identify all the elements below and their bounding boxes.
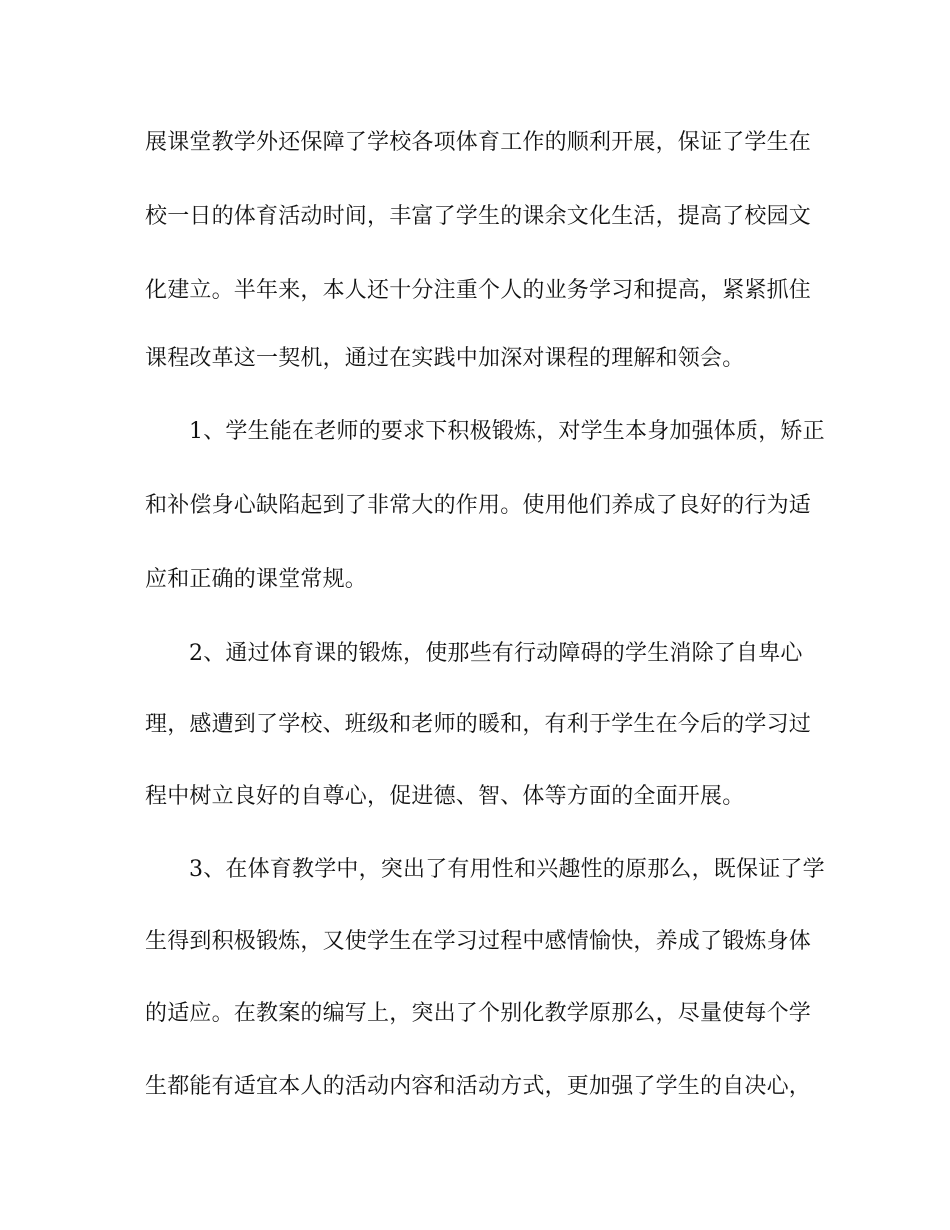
paragraph-first-line: 3、在体育教学中，突出了有用性和兴趣性的原那么，既保证了学 <box>189 857 825 882</box>
text-line: 应和正确的课堂常规。 <box>145 567 368 592</box>
text-line: 和补偿身心缺陷起到了非常大的作用。使用他们养成了良好的行为适 <box>145 493 812 518</box>
text-line: 课程改革这一契机，通过在实践中加深对课程的理解和领会。 <box>145 346 745 371</box>
text-line: 化建立。半年来，本人还十分注重个人的业务学习和提高，紧紧抓住 <box>145 278 812 303</box>
text-line: 展课堂教学外还保障了学校各项体育工作的顺利开展，保证了学生在 <box>145 130 812 155</box>
paragraph-first-line: 2、通过体育课的锻炼，使那些有行动障碍的学生消除了自卑心 <box>189 641 803 666</box>
text-line: 的适应。在教案的编写上，突出了个别化教学原那么，尽量使每个学 <box>145 1001 812 1026</box>
text-line: 理，感遭到了学校、班级和老师的暖和，有利于学生在今后的学习过 <box>145 712 812 737</box>
text-line: 生得到积极锻炼，又使学生在学习过程中感情愉快，养成了锻炼身体 <box>145 929 812 954</box>
text-line: 校一日的体育活动时间，丰富了学生的课余文化生活，提高了校园文 <box>145 204 812 229</box>
text-line: 生都能有适宜本人的活动内容和活动方式，更加强了学生的自决心， <box>145 1074 812 1099</box>
paragraph-first-line: 1、学生能在老师的要求下积极锻炼，对学生本身加强体质，矫正 <box>189 419 825 444</box>
text-line: 程中树立良好的自尊心，促进德、智、体等方面的全面开展。 <box>145 784 745 809</box>
